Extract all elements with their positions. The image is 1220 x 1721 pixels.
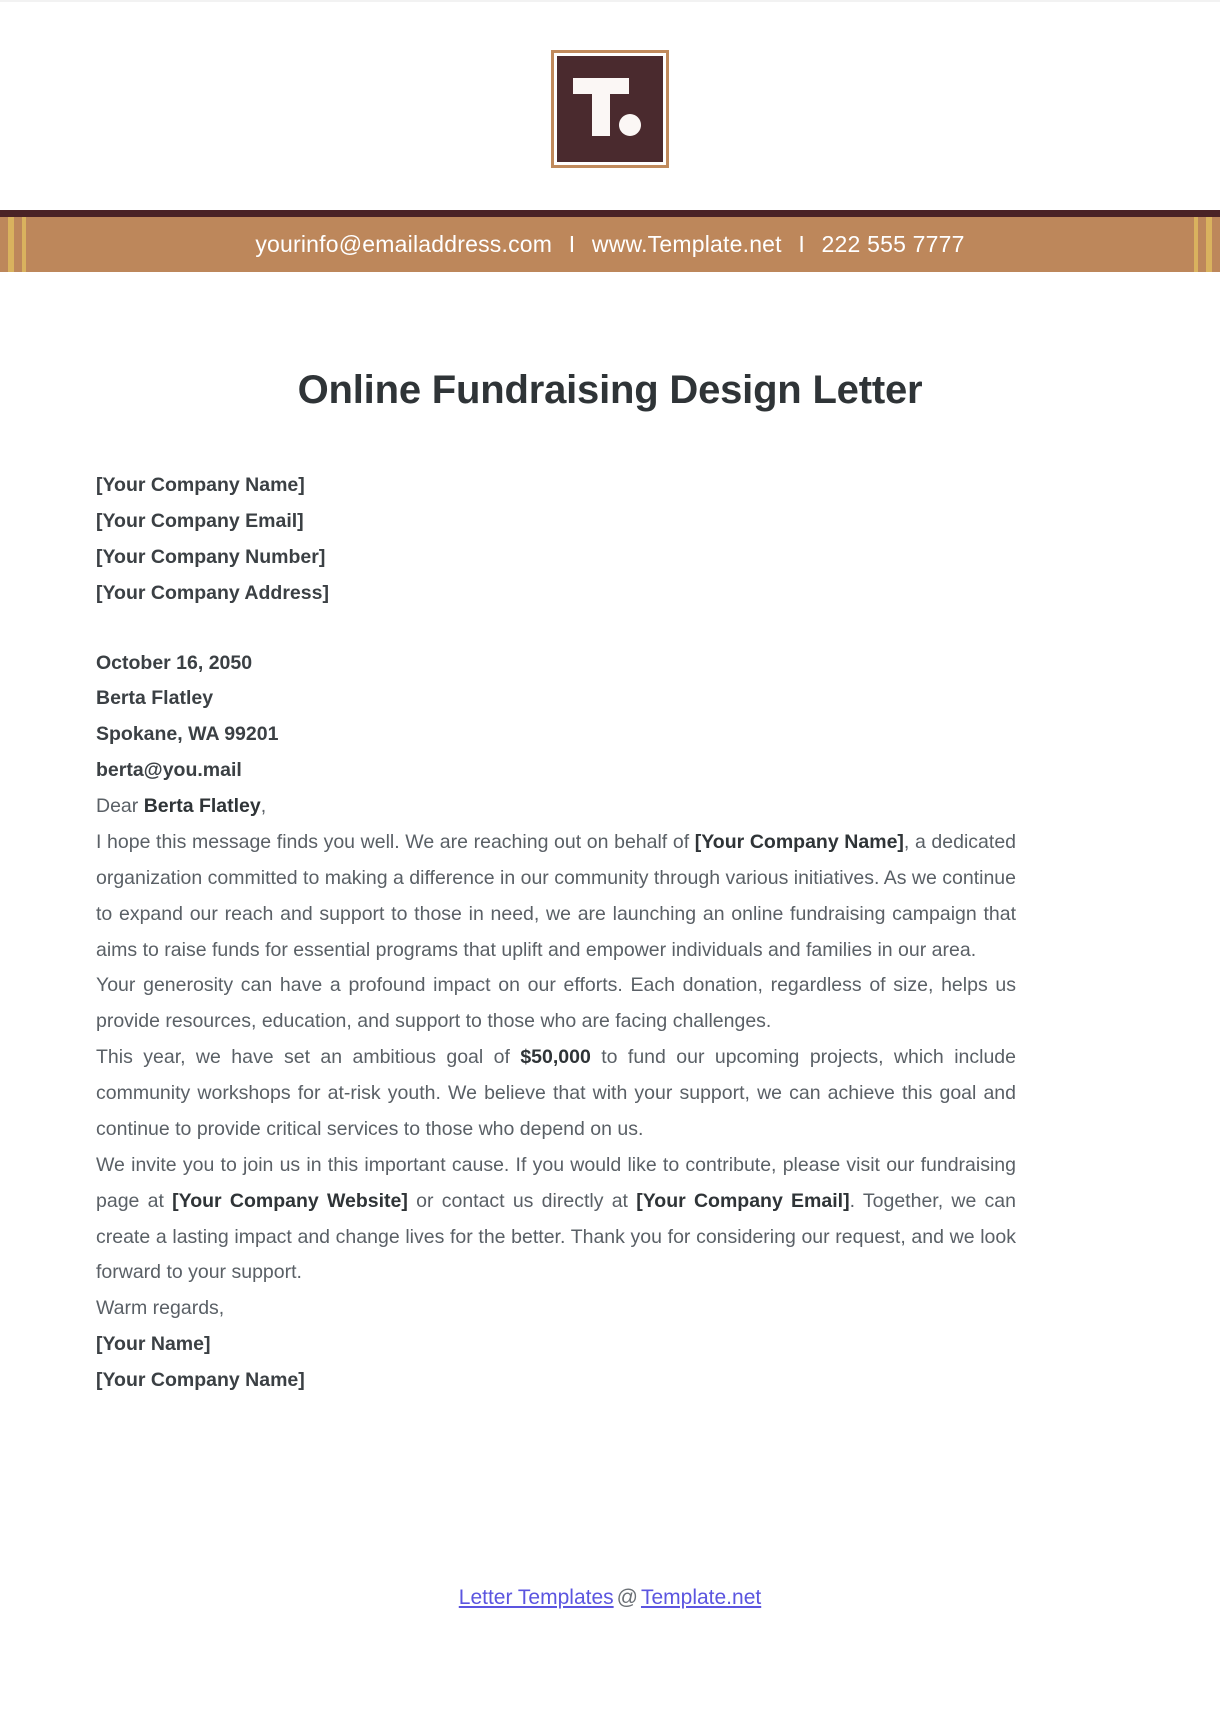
logo-container bbox=[0, 50, 1220, 168]
body-paragraph-2: Your generosity can have a profound impact on our efforts. Each donation, regardless of size, helps us provide resources, education, and support to those who are facing challenges. bbox=[96, 974, 1016, 1033]
logo-period-dot bbox=[619, 114, 641, 136]
paragraph-1-company-placeholder: [Your Company Name] bbox=[694, 830, 904, 853]
salutation-suffix: , bbox=[260, 795, 267, 817]
letter-body bbox=[96, 468, 1016, 1399]
footer-link-letter-templates[interactable]: Letter Templates bbox=[458, 1586, 614, 1609]
recipient-email: berta@you.mail bbox=[96, 759, 242, 782]
paragraph-4-text-a: We invite you to join us in this important cause. If you would like to contribute, please visit our fundraising page at bbox=[96, 1153, 1016, 1212]
header-top-accent-line bbox=[0, 210, 1220, 217]
salutation-line bbox=[96, 789, 1016, 825]
letter-date: October 16, 2050 bbox=[96, 651, 253, 674]
page-title: Online Fundraising Design Letter bbox=[297, 368, 923, 412]
body-paragraph-1 bbox=[96, 825, 1016, 969]
header-gold-stripe-left-outer bbox=[8, 217, 14, 272]
logo-outer-border bbox=[551, 50, 669, 168]
recipient-name: Berta Flatley bbox=[96, 687, 214, 710]
paragraph-1-text-a: I hope this message finds you well. We are reaching out on behalf of bbox=[96, 830, 695, 853]
header-contact-text bbox=[255, 231, 964, 258]
logo-letter-t-stem bbox=[592, 78, 610, 136]
header-gold-stripe-right-inner bbox=[1194, 217, 1198, 272]
paragraph-4-text-c: or contact us directly at bbox=[407, 1189, 637, 1212]
footer-attribution bbox=[0, 1586, 1220, 1610]
paragraph-1-text-c: , a dedicated organization committed to making a difference in our community through various initiatives. As we continue to expand our reach and support to those in need, we are launching an online fundraising campaign that aims to raise funds for essential programs that uplift and empower individuals and families in our area. bbox=[96, 830, 1017, 961]
header-phone: 222 555 7777 bbox=[821, 231, 965, 257]
closing-salutation: Warm regards, bbox=[96, 1297, 225, 1320]
recipient-block bbox=[96, 646, 1016, 790]
signature-company: [Your Company Name] bbox=[96, 1369, 305, 1391]
header-website: www.Template.net bbox=[591, 231, 782, 257]
header-contact-bar bbox=[0, 210, 1220, 272]
sender-block bbox=[96, 468, 1016, 612]
paragraph-3-goal-amount: $50,000 bbox=[520, 1046, 591, 1069]
header-separator-1: I bbox=[568, 231, 576, 257]
paragraph-3-text-a: This year, we have set an ambitious goal of bbox=[96, 1046, 521, 1069]
header-gold-stripe-right-outer bbox=[1206, 217, 1212, 272]
header-band bbox=[0, 217, 1220, 272]
recipient-address: Spokane, WA 99201 bbox=[96, 723, 279, 746]
sender-line-company-number: [Your Company Number] bbox=[96, 545, 326, 568]
salutation-name: Berta Flatley bbox=[143, 795, 261, 817]
body-paragraph-3 bbox=[96, 1040, 1016, 1148]
body-paragraph-4 bbox=[96, 1148, 1016, 1292]
logo-inner-white-border bbox=[554, 53, 666, 165]
sender-line-company-name: [Your Company Name] bbox=[96, 474, 305, 496]
paragraph-4-text-e: . Together, we can create a lasting impact and change lives for the better. Thank you for considering our request, and we look forward to your support. bbox=[96, 1189, 1016, 1284]
header-email: yourinfo@emailaddress.com bbox=[255, 231, 553, 257]
salutation-prefix: Dear bbox=[96, 795, 144, 817]
footer-link-template-net[interactable]: Template.net bbox=[640, 1586, 762, 1609]
sender-line-company-email: [Your Company Email] bbox=[96, 509, 304, 532]
paragraph-3-text-c: to fund our upcoming projects, which include community workshops for at-risk youth. We believe that with your support, we can achieve this goal and continue to provide critical services to those who depend on us. bbox=[96, 1046, 1016, 1140]
header-separator-2: I bbox=[798, 231, 805, 257]
footer-at-symbol: @ bbox=[616, 1586, 638, 1609]
header-gold-stripe-left-inner bbox=[22, 217, 26, 272]
signature-name: [Your Name] bbox=[96, 1333, 211, 1356]
page-top-hairline bbox=[0, 0, 1220, 2]
paragraph-4-website-placeholder: [Your Company Website] bbox=[172, 1189, 408, 1212]
paragraph-4-email-placeholder: [Your Company Email] bbox=[636, 1189, 850, 1212]
sender-line-company-address: [Your Company Address] bbox=[96, 581, 329, 604]
template-net-logo-icon bbox=[557, 56, 663, 162]
